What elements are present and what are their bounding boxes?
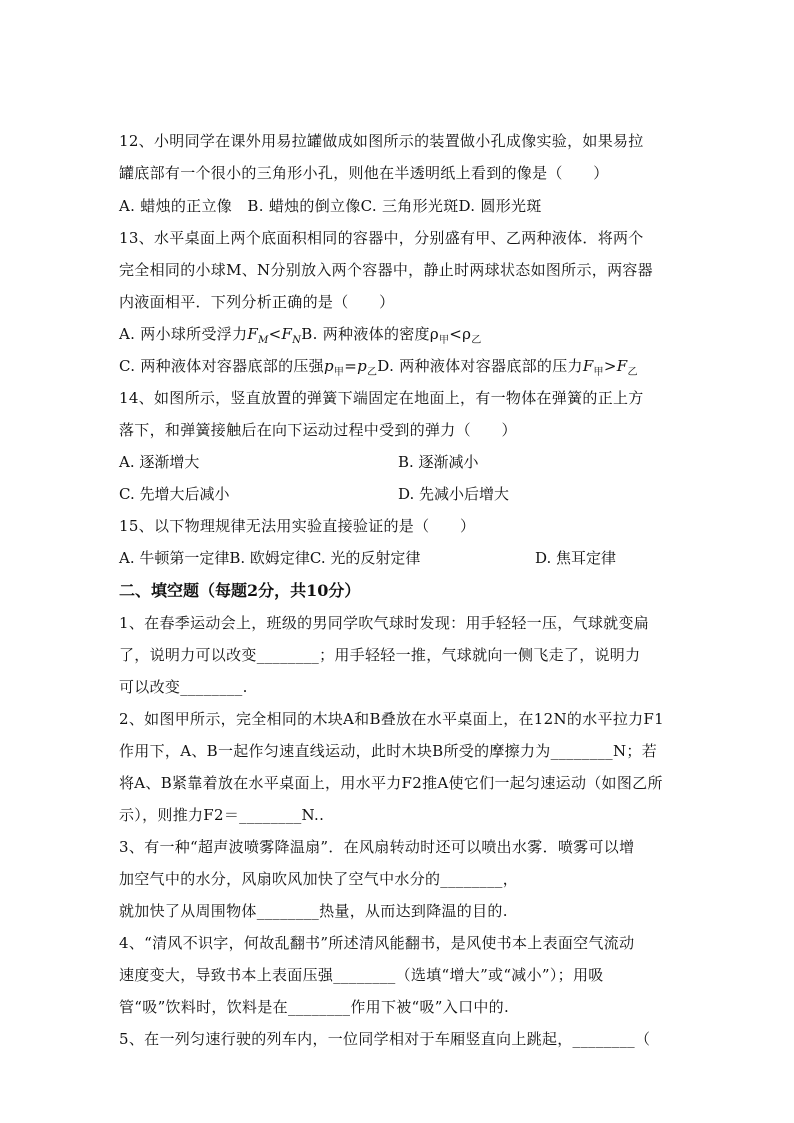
f3-line3: 就加快了从周围物体________热量，从而达到降温的目的.: [119, 902, 508, 920]
section2-title: 二、填空题（每题2分，共10分）: [119, 581, 361, 600]
f1-line3: 可以改变________.: [119, 678, 248, 696]
q12-options: A. 蜡烛的正立像 B. 蜡烛的倒立像C. 三角形光斑D. 圆形光斑: [119, 197, 542, 215]
q13-options-ab: [119, 324, 482, 351]
q14-line2: 落下，和弹簧接触后在向下运动过程中受到的弹力（ ）: [119, 421, 517, 439]
q15-optD: D. 焦耳定律: [535, 549, 617, 567]
q15-line1: 15、以下物理规律无法用实验直接验证的是（ ）: [119, 517, 476, 535]
f2-line2: 作用下，A、B一起作匀速直线运动，此时木块B所受的摩擦力为________N；若: [119, 742, 658, 760]
f2-line3: 将A、B紧靠着放在水平桌面上，用水平力F2推A使它们一起匀速运动（如图乙所: [119, 774, 663, 792]
q13-optB-sub1: 甲: [438, 335, 450, 346]
f3-line2: 加空气中的水分，风扇吹风加快了空气中水分的________，: [119, 870, 519, 888]
f4-line1: 4、“清风不识字，何故乱翻书”所述清风能翻书，是风使书本上表面空气流动: [119, 934, 635, 952]
q13-optA-sub1: M: [258, 335, 269, 346]
q13-optB-sub2: 乙: [471, 335, 482, 346]
q13-optC-relation: =p: [344, 357, 367, 375]
f2-line4: 示），则推力F2＝________N..: [119, 806, 325, 824]
q15-optABC: A. 牛顿第一定律B. 欧姆定律C. 光的反射定律: [119, 549, 421, 567]
q13-optA-sub2: N: [292, 335, 302, 346]
f3-line1: 3、有一种“超声波喷雾降温扇”．在风扇转动时还可以喷出水雾．喷雾可以增: [119, 838, 635, 856]
q13-optD-sub1: 甲: [593, 367, 604, 378]
q13-optB-text: B. 两种液体的密度ρ: [301, 325, 439, 343]
q13-optD-text: D. 两种液体对容器底部的压力: [377, 357, 583, 375]
q13-line2: 完全相同的小球M、N分别放入两个容器中，静止时两球状态如图所示，两容器: [119, 261, 653, 279]
q13-optB-relation: <ρ: [449, 325, 472, 343]
f1-line2: 了，说明力可以改变________；用手轻轻一推，气球就向一侧飞走了，说明力: [119, 646, 641, 664]
q13-line3: 内液面相平．下列分析正确的是（ ）: [119, 293, 395, 311]
q13-optD-relation: >F: [603, 357, 628, 375]
q13-optA-symbol: F: [247, 325, 259, 343]
q13-optA-relation: <: [268, 325, 282, 343]
q14-optC: C. 先增大后减小: [119, 485, 230, 503]
f4-line3: 管“吸”饮料时，饮料是在________作用下被“吸”入口中的.: [119, 998, 510, 1016]
f5-line1: 5、在一列匀速行驶的列车内，一位同学相对于车厢竖直向上跳起，________（: [119, 1030, 651, 1048]
q14-optD: D. 先减小后增大: [398, 485, 510, 503]
q14-line1: 14、如图所示，竖直放置的弹簧下端固定在地面上，有一物体在弹簧的正上方: [119, 389, 644, 407]
q13-line1: 13、水平桌面上两个底面积相同的容器中，分别盛有甲、乙两种液体．将两个: [119, 229, 644, 247]
q13-optC-sub2: 乙: [366, 367, 378, 378]
q14-optA: A. 逐渐增大: [119, 453, 200, 471]
q13-optC-text: C. 两种液体对容器底部的压强: [119, 357, 324, 375]
q13-optC-symbol: p: [323, 357, 334, 375]
f4-line2: 速度变大，导致书本上表面压强________（选填“增大”或“减小”）；用吸: [119, 966, 604, 984]
q13-optD-symbol: F: [582, 357, 594, 375]
q13-optA-text: A. 两小球所受浮力: [119, 325, 248, 343]
q13-optA-symbol2: F: [281, 325, 293, 343]
f2-line1: 2、如图甲所示，完全相同的木块A和B叠放在水平桌面上，在12N的水平拉力F1: [119, 710, 664, 728]
q13-optC-sub1: 甲: [333, 367, 345, 378]
q12-line2: 罐底部有一个很小的三角形小孔，则他在半透明纸上看到的像是（ ）: [119, 164, 609, 182]
q14-optB: B. 逐渐减小: [398, 453, 479, 471]
q12-line1: 12、小明同学在课外用易拉罐做成如图所示的装置做小孔成像实验，如果易拉: [119, 132, 644, 150]
q13-optD-sub2: 乙: [627, 367, 638, 378]
q13-options-cd: [119, 356, 638, 383]
f1-line1: 1、在春季运动会上，班级的男同学吹气球时发现：用手轻轻一压，气球就变扁: [119, 614, 650, 632]
